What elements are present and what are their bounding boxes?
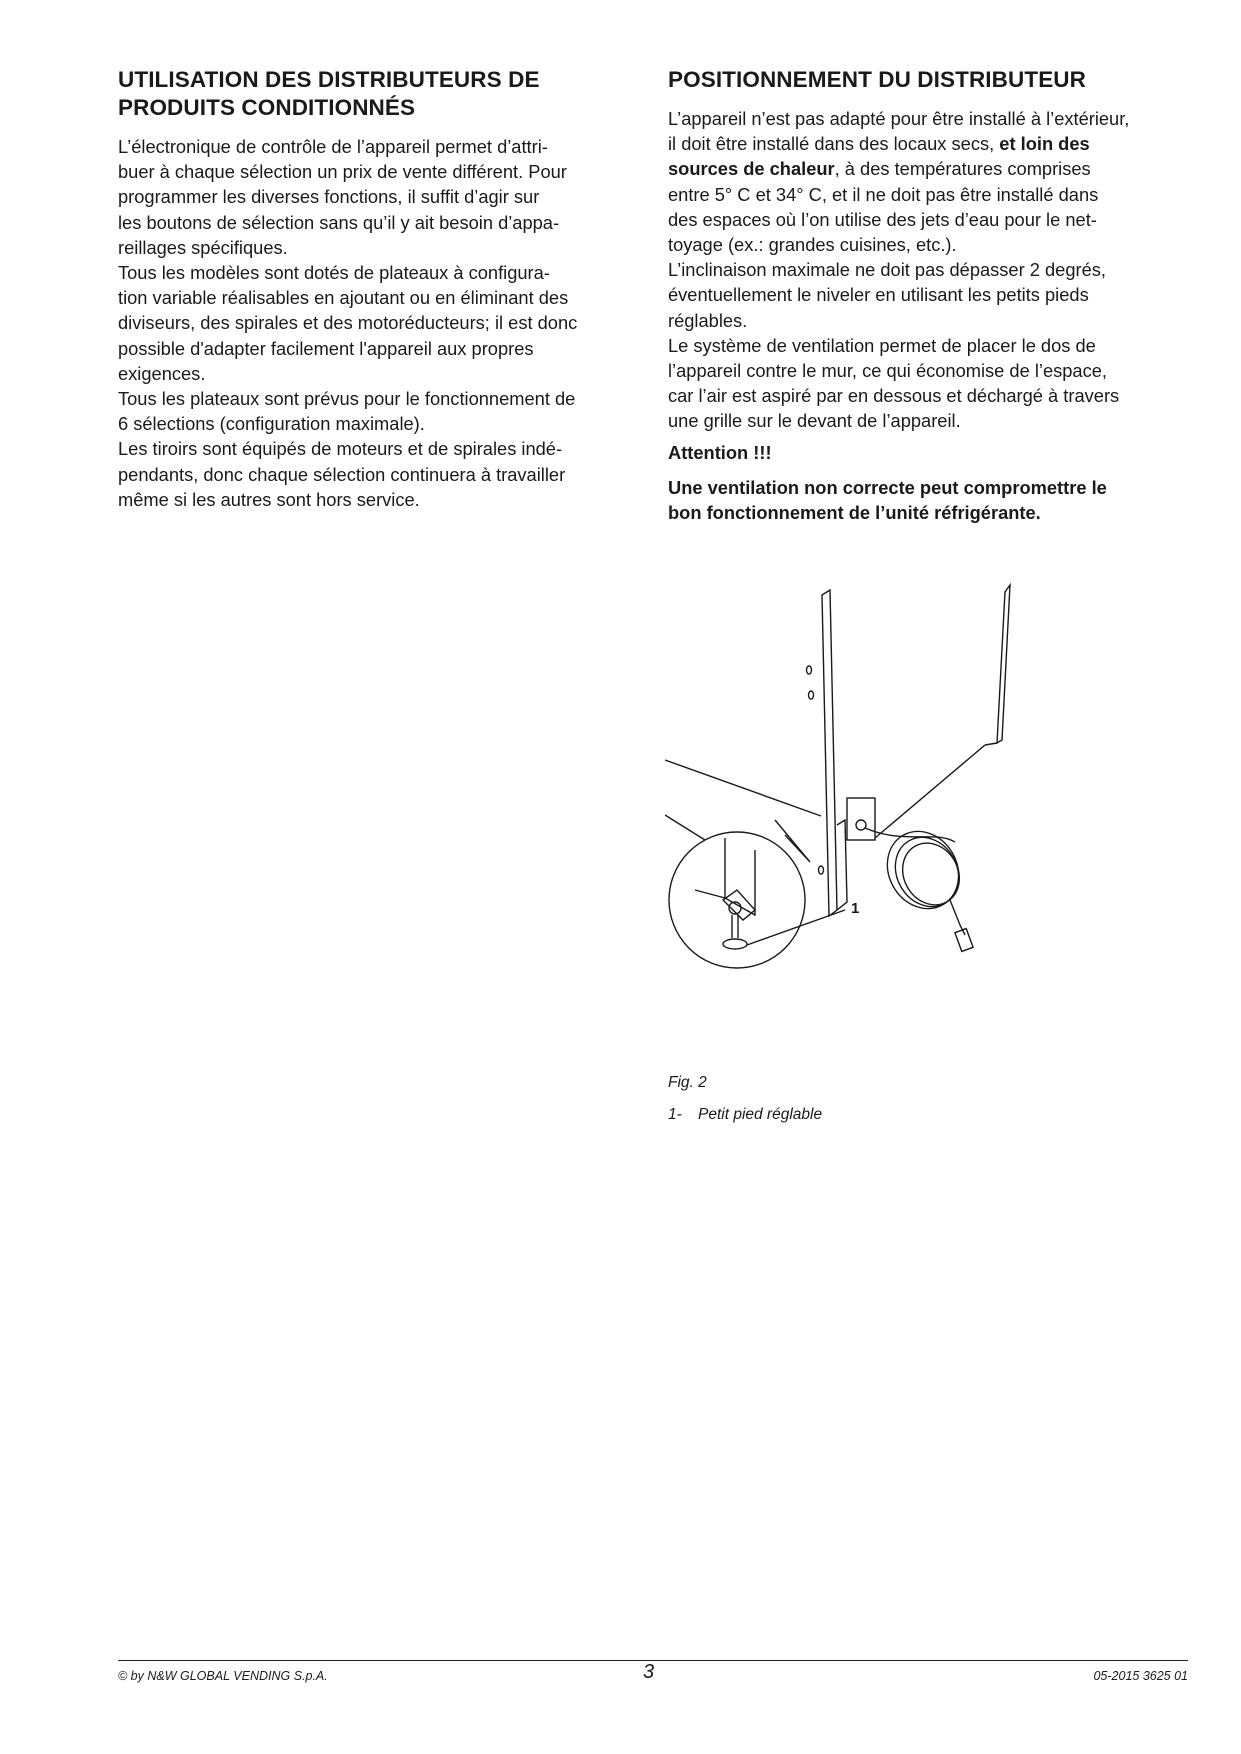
rear-panel [997,585,1010,743]
power-socket [856,820,866,830]
floor-line [665,815,705,840]
text-line: toyage (ex.: grandes cuisines, etc.). [668,234,957,256]
emphasis-text: et loin des [999,133,1090,155]
panel-hole [809,691,814,699]
text-line: entre 5° C et 34° C, et il ne doit pas être installé dans [668,183,1099,205]
footer-copyright: © by N&W GLOBAL VENDING S.p.A. [118,1669,328,1683]
paragraph-inclination [668,257,1188,333]
page-number: 3 [643,1661,655,1683]
text-line: Les tiroirs sont équipés de moteurs et de spirales indé- [118,438,563,460]
text-line: Tous les plateaux sont prévus pour le fonctionnement de [118,388,576,410]
text-line: L’électronique de contrôle de l’appareil permet d’attri- [118,136,548,157]
text-line: tion variable réalisables en ajoutant ou en éliminant des [118,287,569,309]
text-line: L’appareil n’est pas adapté pour être installé à l’extérieur, [668,108,1130,129]
detail-floor-line [695,890,725,898]
panel-hole [819,866,824,874]
adjustable-foot [723,939,747,949]
machine-foot-illustration [665,580,1205,1070]
text-line: Tous les modèles sont dotés de plateaux à configura- [118,262,550,284]
attention-label: Attention !!! [668,441,772,463]
legend-text: Petit pied réglable [698,1106,823,1123]
paragraph-electronics [118,134,638,260]
text-line: , à des températures comprises [834,158,1091,180]
figure-caption: Fig. 2 [668,1074,707,1091]
text-line: programmer les diverses fonctions, il suffit d’agir sur [118,186,540,208]
text-line: buer à chaque sélection un prix de vente différent. Pour [118,161,567,183]
callout-number: 1 [851,900,860,917]
text-line: une grille sur le devant de l’appareil. [668,410,961,432]
paragraph-installation [668,106,1188,257]
detail-bracket [723,890,755,920]
text-line: il doit être installé dans des locaux secs, [668,133,1000,155]
power-socket-plate [847,798,875,840]
magnifier-circle [669,832,805,968]
document-code: 05-2015 3625 01 [1093,1669,1188,1683]
right-column [668,66,1188,525]
text-line: L’inclinaison maximale ne doit pas dépasser 2 degrés, [668,259,1106,281]
rear-panel-edge [985,743,997,745]
paragraph-trays [118,260,638,386]
text-line: pendants, donc chaque sélection continuera à travailler [118,463,566,485]
text-line: exigences. [118,362,206,384]
text-line: bon fonctionnement de l’unité réfrigérante. [668,502,1041,524]
left-column [118,66,638,512]
text-line: car l’air est aspiré par en dessous et déchargé à travers [668,385,1120,407]
section-heading-usage [118,66,638,122]
legend-number: 1- [668,1106,682,1123]
rear-bottom-edge [875,745,985,838]
side-panel-edge [837,820,847,910]
text-line: l’appareil contre le mur, ce qui économise de l’espace, [668,360,1107,382]
panel-hole [807,666,812,674]
paragraph-selections [118,386,638,436]
text-line: éventuellement le niveler en utilisant les petits pieds [668,284,1089,306]
floor-line [665,760,821,816]
section-heading-positioning: POSITIONNEMENT DU DISTRIBUTEUR [668,67,1087,92]
text-line: diviseurs, des spirales et des motoréducteurs; il est donc [118,312,578,334]
text-line: 6 sélections (configuration maximale). [118,413,425,435]
emphasis-text: sources de chaleur [668,158,835,180]
callout-leader [747,910,845,945]
text-line: réglables. [668,309,748,331]
text-line: même si les autres sont hors service. [118,488,420,510]
figure-legend-item [668,1106,822,1124]
heading-line: UTILISATION DES DISTRIBUTEURS DE [118,67,540,92]
text-line: reillages spécifiques. [118,236,288,258]
heading-line: PRODUITS CONDITIONNÉS [118,95,416,120]
warning-text [668,475,1188,525]
paragraph-drawers [118,436,638,512]
text-line: Une ventilation non correcte peut compromettre le [668,476,1107,498]
side-panel [822,590,837,916]
paragraph-ventilation [668,333,1188,434]
text-line: les boutons de sélection sans qu’il y ait besoin d’appa- [118,211,560,233]
detail-panel [725,838,755,915]
text-line: possible d'adapter facilement l'appareil aux propres [118,337,534,359]
text-line: des espaces où l’on utilise des jets d’eau pour le net- [668,208,1097,230]
magnifier-pointer [775,820,810,862]
text-line: Le système de ventilation permet de placer le dos de [668,334,1096,356]
